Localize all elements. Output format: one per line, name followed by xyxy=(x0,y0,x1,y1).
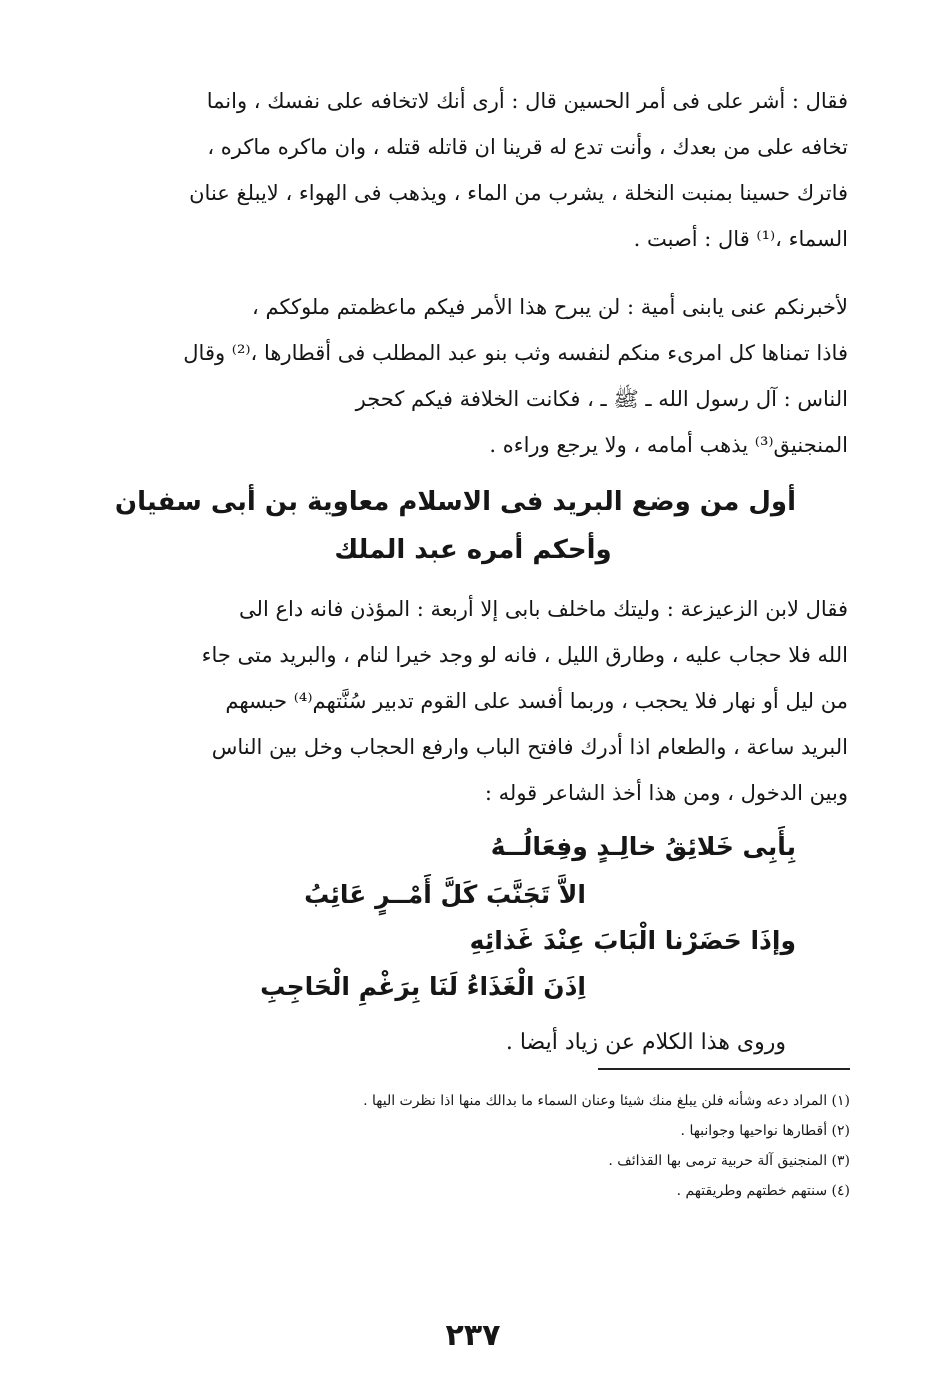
heading-line: أول من وضع البريد فى الاسلام معاوية بن أبى سفيان xyxy=(114,487,796,517)
text-line: وبين الدخول ، ومن هذا أخذ الشاعر قوله : xyxy=(484,781,848,805)
closing-line xyxy=(286,1020,786,1066)
verse-line: وإذَا حَضَرْنا الْبَابَ عِنْدَ غَذائِهِ xyxy=(469,926,796,955)
section-heading xyxy=(114,478,796,574)
text-line: فقال لابن الزعيزعة : وليتك ماخلف بابى إلا أربعة : المؤذن فانه داع الى xyxy=(239,597,848,621)
text-line: من ليل أو نهار فلا يحجب ، وربما أفسد على القوم تدبير سُنَّتهم⁽⁴⁾ حبسهم xyxy=(225,689,848,713)
footnotes xyxy=(90,1086,850,1206)
paragraph-3 xyxy=(96,586,848,816)
footnote-divider xyxy=(598,1068,850,1070)
text-line: لأخبرنكم عنى يابنى أمية : لن يبرح هذا الأمر فيكم ماعظمتم ملوككم ، xyxy=(252,295,848,319)
footnote: (٣) المنجنيق آلة حربية ترمى بها القذائف . xyxy=(608,1153,850,1169)
verse-line: بِأَبِى خَلائِقُ خالِـدٍ وفِعَالُــهُ xyxy=(490,832,796,861)
text-line: الله فلا حجاب عليه ، وطارق الليل ، فانه لو وجد خيرا لنام ، والبريد متى جاء xyxy=(201,643,848,667)
text-line: فاترك حسينا بمنبت النخلة ، يشرب من الماء ، ويذهب فى الهواء ، لايبلغ عنان xyxy=(189,181,848,205)
text-line: الناس : آل رسول الله ـ ﷺ ـ ، فكانت الخلافة فيكم كحجر xyxy=(355,387,848,411)
verse-line: اِذَنَ الْغَذَاءُ لَنَا بِرَغْمِ الْحَاجِبِ xyxy=(260,972,586,1001)
page-number: ٢٣٧ xyxy=(445,1318,501,1353)
text-line: تخافه على من بعدك ، وأنت تدع له قرينا ان قاتله قتله ، وان ماكره ماكره ، xyxy=(207,135,848,159)
footnote: (٤) سنتهم خطتهم وطريقتهم . xyxy=(676,1183,850,1199)
paragraph-1 xyxy=(96,78,848,262)
footnote: (١) المراد دعه وشأنه فلن يبلغ منك شيئا وعنان السماء ما بدالك منها اذا نظرت اليها . xyxy=(363,1093,850,1109)
heading-line: وأحكم أمره عبد الملك xyxy=(334,535,612,565)
text-line: المنجنيق⁽³⁾ يذهب أمامه ، ولا يرجع وراءه . xyxy=(489,433,848,457)
text-line: فاذا تمناها كل امرىء منكم لنفسه وثب بنو عبد المطلب فى أقطارها ،⁽²⁾ وقال xyxy=(183,341,848,365)
text-line: السماء ،⁽¹⁾ قال : أصبت . xyxy=(633,227,848,251)
paragraph-2 xyxy=(96,284,848,468)
verse-line: الاَّ تَجَنَّبَ كَلَّ أَمْــرٍ عَائِبُ xyxy=(304,880,586,909)
text-line: فقال : أشر على فى أمر الحسين قال : أرى أنك لاتخافه على نفسك ، وانما xyxy=(206,89,848,113)
text-line: وروى هذا الكلام عن زياد أيضا . xyxy=(505,1030,786,1055)
footnote: (٢) أقطارها نواحيها وجوانبها . xyxy=(680,1123,850,1139)
text-line: البريد ساعة ، والطعام اذا أدرك فافتح الباب وارفع الحجاب وخل بين الناس xyxy=(211,735,848,759)
